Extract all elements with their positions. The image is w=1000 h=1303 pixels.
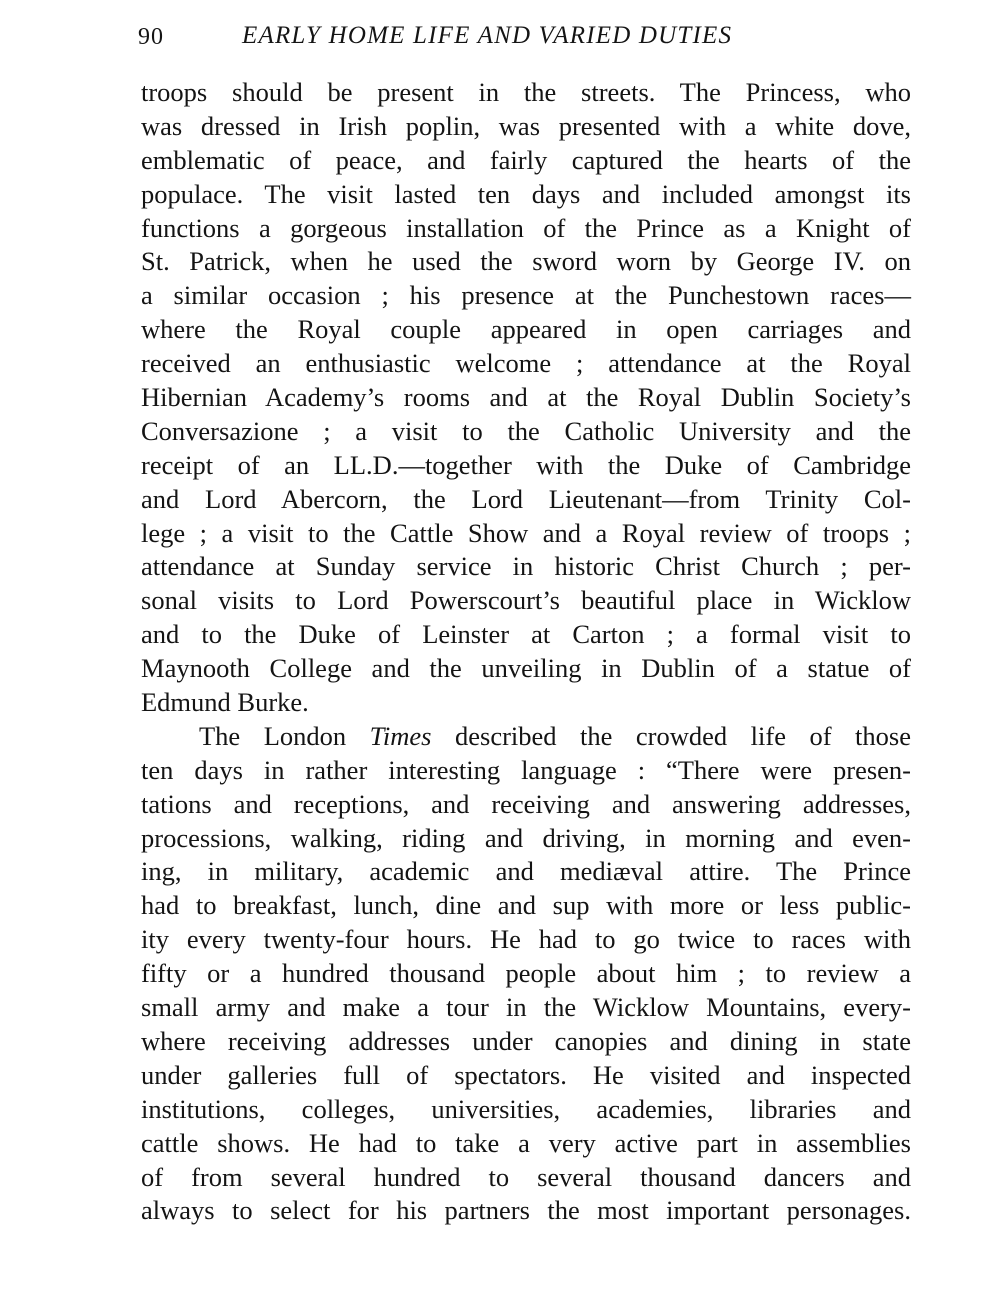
text-line: functions a gorgeous installation of the Prince as a Knight of xyxy=(141,212,911,243)
text-line-first xyxy=(141,720,911,754)
text-line: where receiving addresses under canopies and dining in state xyxy=(141,1025,911,1056)
text-line: Conversazione ; a visit to the Catholic University and the xyxy=(141,415,911,446)
running-title: EARLY HOME LIFE AND VARIED DUTIES xyxy=(242,22,733,49)
text-line: attendance at Sunday service in historic Christ Church ; per- xyxy=(141,551,911,582)
text-line: cattle shows. He had to take a very active part in assemblies xyxy=(141,1127,911,1158)
paragraph-2 xyxy=(141,720,911,1228)
text-line: ity every twenty-four hours. He had to go twice to races with xyxy=(141,924,911,955)
text-line: lege ; a visit to the Cattle Show and a Royal review of troops ; xyxy=(141,517,911,548)
text-line: under galleries full of spectators. He visited and inspected xyxy=(141,1059,911,1090)
text-line: Edmund Burke. xyxy=(141,687,309,718)
text-line: a similar occasion ; his presence at the Punchestown races— xyxy=(141,280,911,311)
text-line: processions, walking, riding and driving, in morning and even- xyxy=(141,822,911,853)
page-number: 90 xyxy=(138,24,164,50)
text-line: of from several hundred to several thousand dancers and xyxy=(141,1161,911,1192)
text-line: Maynooth College and the unveiling in Dublin of a statue of xyxy=(141,653,911,684)
text-line: institutions, colleges, universities, academies, libraries and xyxy=(141,1093,911,1124)
text-line: St. Patrick, when he used the sword worn by George IV. on xyxy=(141,246,911,277)
text-line: Hibernian Academy’s rooms and at the Royal Dublin Society’s xyxy=(141,382,911,413)
text-line: populace. The visit lasted ten days and included amongst its xyxy=(141,178,911,209)
paragraph-1 xyxy=(141,76,911,720)
text-line: ing, in military, academic and mediæval attire. The Prince xyxy=(141,856,911,887)
running-head xyxy=(138,18,913,58)
text-line: emblematic of peace, and fairly captured the hearts of the xyxy=(141,144,911,175)
text-line: small army and make a tour in the Wicklow Mountains, every- xyxy=(141,992,911,1023)
text-line: and Lord Abercorn, the Lord Lieutenant—from Trinity Col- xyxy=(141,483,911,514)
text-line: sonal visits to Lord Powerscourt’s beautiful place in Wicklow xyxy=(141,585,911,616)
text-line: always to select for his partners the most important personages. xyxy=(141,1195,911,1226)
text-run: The London xyxy=(199,720,370,751)
text-line: was dressed in Irish poplin, was presented with a white dove, xyxy=(141,110,911,141)
text-line: receipt of an LL.D.—together with the Duke of Cambridge xyxy=(141,449,911,480)
italic-title-times: Times xyxy=(369,720,432,751)
text-line: where the Royal couple appeared in open carriages and xyxy=(141,314,911,345)
text-line: had to breakfast, lunch, dine and sup with more or less public- xyxy=(141,890,911,921)
text-line: troops should be present in the streets. The Princess, who xyxy=(141,77,911,107)
text-line: ten days in rather interesting language : “There were presen- xyxy=(141,754,911,785)
body-text xyxy=(141,76,911,1228)
text-run: described the crowded life of those xyxy=(431,720,911,751)
text-line: tations and receptions, and receiving and answering addresses, xyxy=(141,788,911,819)
text-line: fifty or a hundred thousand people about him ; to review a xyxy=(141,958,911,989)
text-line: received an enthusiastic welcome ; attendance at the Royal xyxy=(141,348,911,379)
text-line: and to the Duke of Leinster at Carton ; a formal visit to xyxy=(141,619,911,650)
